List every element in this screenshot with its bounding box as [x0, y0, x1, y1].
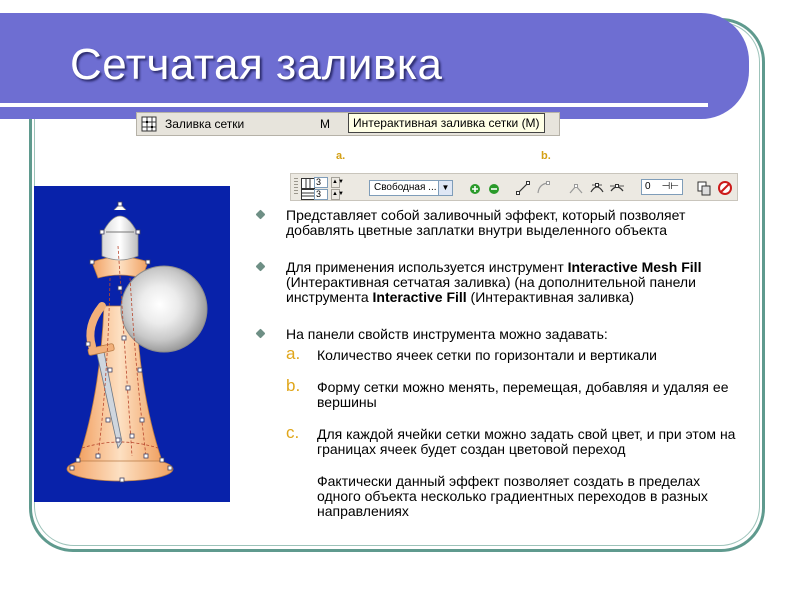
curve-segment-icon[interactable] — [535, 180, 551, 196]
line-segment-icon[interactable] — [515, 180, 531, 196]
menu-shortcut: M — [320, 117, 330, 131]
menu-item-label: Заливка сетки — [165, 117, 245, 131]
bullet-item — [255, 327, 745, 342]
sub-item-letter: a. — [286, 344, 301, 363]
bullet-icon — [256, 262, 266, 272]
title-underline — [0, 103, 708, 107]
tooltip: Интерактивная заливка сетки (M) — [348, 113, 545, 133]
bullet-text: На панели свойств инструмента можно задавать: — [286, 326, 608, 342]
tool-name-bold: Interactive Fill — [372, 289, 467, 305]
marker-a: a. — [336, 150, 346, 162]
rows-icon — [301, 189, 315, 200]
delete-node-icon[interactable] — [486, 180, 502, 196]
property-bar — [290, 173, 738, 201]
bullet-icon — [256, 329, 266, 339]
smooth-node-icon[interactable] — [589, 180, 605, 196]
rows-spinner[interactable]: ▲▼ — [331, 189, 340, 200]
columns-spinner[interactable]: ▲▼ — [331, 177, 340, 188]
clear-mesh-icon[interactable] — [717, 180, 733, 196]
sub-item-text: Для каждой ячейки сетки можно задать свой цвет, и при этом на границах ячеек будет создан цветовой переход — [317, 426, 736, 457]
sub-item — [255, 376, 745, 410]
selection-mode-value: Свободная ... — [374, 182, 437, 193]
cusp-node-icon[interactable] — [568, 180, 584, 196]
toolbar-grip[interactable] — [294, 178, 298, 196]
selection-mode-select[interactable] — [369, 180, 453, 196]
bullet-text-part: Для применения используется инструмент — [286, 259, 568, 275]
chevron-down-icon: ▼ — [438, 181, 452, 195]
columns-icon — [301, 178, 315, 189]
bullet-item — [255, 260, 745, 305]
bullet-icon — [256, 210, 266, 220]
summary-note: Фактически данный эффект позволяет создать в пределах одного объекта несколько градиентных переходов в разных направлениях — [317, 473, 708, 519]
mesh-fill-icon — [141, 116, 157, 132]
chess-knight-figure — [34, 186, 230, 502]
bullet-text: Представляет собой заливочный эффект, который позволяет добавлять цветные заплатки внутри выделенного объекта — [286, 207, 686, 238]
slide-content — [255, 208, 745, 519]
columns-input[interactable]: 3 — [314, 177, 328, 188]
bullet-item — [255, 208, 745, 238]
tool-name-bold: Interactive Mesh Fill — [567, 259, 702, 275]
sub-item — [255, 344, 745, 363]
mesh-fill-illustration — [34, 186, 230, 502]
slide-title: Сетчатая заливка — [70, 40, 443, 89]
slider-icon[interactable]: ⊣⊢ — [661, 181, 679, 192]
sub-item-text: Форму сетки можно менять, перемещая, добавляя и удаляя ее вершины — [317, 379, 729, 410]
bullet-text-part: (Интерактивная сетчатая заливка) (на дополнительной панели инструмента — [286, 274, 696, 305]
symmetric-node-icon[interactable] — [609, 180, 625, 196]
sub-item-letter: b. — [286, 376, 301, 395]
sub-item — [255, 423, 745, 457]
curve-smoothness-input[interactable] — [641, 179, 683, 195]
rows-input[interactable]: 3 — [314, 189, 328, 200]
add-node-icon[interactable] — [467, 180, 483, 196]
curve-smoothness-value: 0 — [645, 181, 651, 192]
sub-item-letter: c. — [286, 423, 300, 442]
bullet-text-part: (Интерактивная заливка) — [466, 289, 635, 305]
sub-item-text: Количество ячеек сетки по горизонтали и вертикали — [317, 347, 657, 363]
copy-fill-icon[interactable] — [696, 180, 712, 196]
marker-b: b. — [541, 150, 551, 162]
menu-item-mesh-fill[interactable] — [136, 112, 560, 136]
